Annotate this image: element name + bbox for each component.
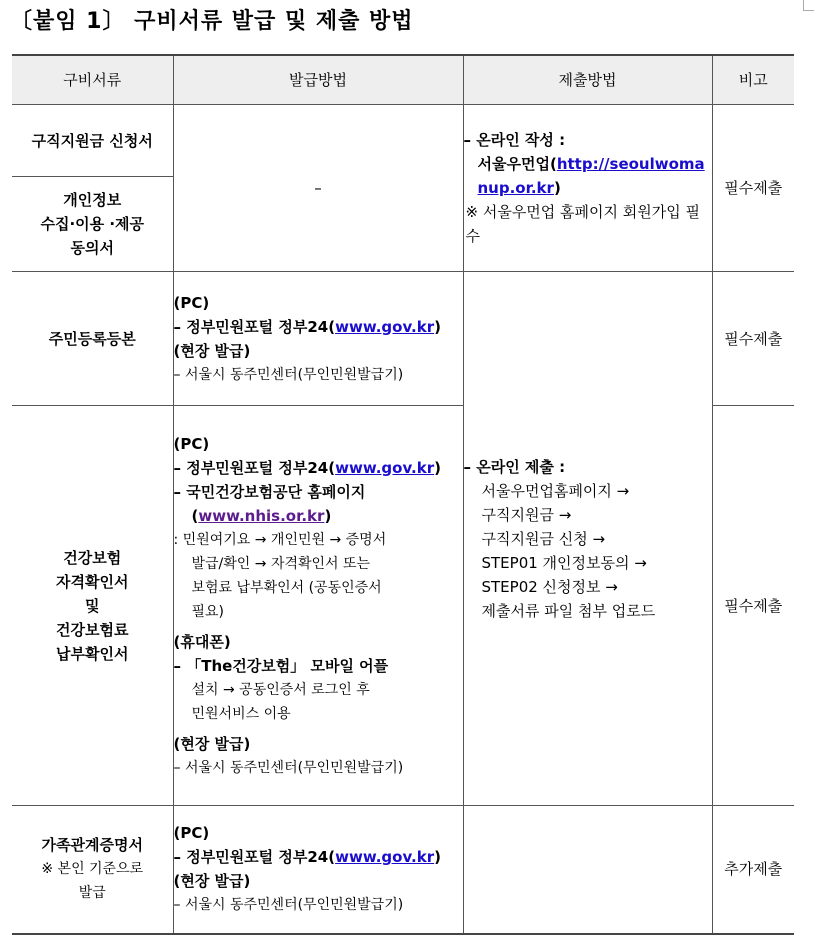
onsite-item: – 서울시 동주민센터(무인민원발급기)	[173, 897, 404, 914]
doc-line: 개인정보	[63, 191, 122, 209]
nhis-line	[174, 504, 463, 528]
link-close-paren: )	[434, 458, 441, 477]
link-close-paren: )	[324, 506, 332, 525]
gov24-line	[174, 315, 463, 339]
pc-label: (PC)	[173, 824, 210, 843]
gov24-label: – 정부민원포털 정부24(	[173, 458, 336, 477]
onsite-label: (현장 발급)	[173, 872, 251, 891]
membership-note: ※ 서울우먼업 홈페이지 회원가입 필수	[465, 203, 701, 245]
submit-empty-cell	[463, 806, 712, 934]
link-close-paren: )	[434, 317, 441, 336]
submit-online-write-head: – 온라인 작성 :	[463, 131, 566, 149]
submit-step: STEP02 신청정보 →	[481, 577, 618, 596]
nhis-label: – 국민건강보험공단 홈페이지	[173, 482, 366, 501]
gov24-line	[174, 845, 463, 869]
seoulwomanup-label: 서울우먼업(	[477, 155, 557, 173]
doc-note-line: 발급	[78, 885, 106, 902]
header-note: 비고	[712, 55, 794, 105]
mobile-app-line: 설치 → 공동인증서 로그인 후	[191, 681, 370, 698]
nhis-path-line: : 민원여기요 → 개인민원 → 증명서	[173, 531, 387, 548]
gov24-label: – 정부민원포털 정부24(	[173, 848, 336, 867]
doc-health-insurance	[12, 406, 173, 806]
submit-step: 서울우먼업홈페이지 →	[481, 481, 630, 500]
mobile-label: (휴대폰)	[173, 632, 231, 651]
page-corner-mark	[803, 0, 814, 11]
submit-step: STEP01 개인정보동의 →	[481, 553, 647, 572]
header-submit-method: 제출방법	[463, 55, 712, 105]
issue-family-relation	[173, 806, 463, 934]
doc-line: 건강보험료	[56, 620, 129, 639]
issue-resident-registration	[173, 272, 463, 406]
gov24-link[interactable]: www.gov.kr	[335, 848, 435, 867]
link-close-paren: )	[553, 179, 561, 197]
submit-step: 제출서류 파일 첨부 업로드	[481, 601, 656, 620]
table-header-row	[12, 55, 794, 105]
doc-application-form: 구직지원금 신청서	[12, 105, 173, 177]
doc-line: 납부확인서	[56, 644, 129, 663]
note-required-3: 필수제출	[712, 406, 794, 806]
seoulwomanup-link[interactable]: http://seoulwomanup.or.kr	[477, 155, 705, 197]
table-row	[12, 272, 794, 406]
doc-line: 동의서	[70, 239, 114, 257]
nhis-link[interactable]: www.nhis.or.kr	[198, 506, 325, 525]
doc-family-relation	[12, 806, 173, 934]
onsite-item: – 서울시 동주민센터(무인민원발급기)	[173, 759, 404, 776]
note-required-2: 필수제출	[712, 272, 794, 406]
onsite-label: (현장 발급)	[173, 734, 251, 753]
gov24-label: – 정부민원포털 정부24(	[173, 317, 336, 336]
doc-note-line: ※ 본인 기준으로	[41, 861, 144, 878]
seoulwomanup-link-line	[464, 152, 712, 200]
nhis-path-line: 보험료 납부확인서 (공동인증서	[191, 579, 382, 596]
pc-label: (PC)	[173, 434, 210, 453]
doc-line: 건강보험	[63, 548, 122, 567]
doc-line: 자격확인서	[56, 572, 129, 591]
documents-table	[12, 54, 794, 935]
onsite-label: (현장 발급)	[173, 341, 251, 360]
nhis-path-line: 필요)	[191, 603, 225, 620]
doc-line: 수집·이용 ·제공	[40, 215, 145, 233]
pc-label: (PC)	[173, 293, 210, 312]
link-close-paren: )	[434, 848, 441, 867]
header-documents: 구비서류	[12, 55, 173, 105]
submit-step: 구직지원금 신청 →	[481, 529, 606, 548]
doc-privacy-consent	[12, 177, 173, 272]
page-title: 〔붙임 1〕 구비서류 발급 및 제출 방법	[10, 9, 414, 34]
table-row	[12, 105, 794, 177]
header-issue-method: 발급방법	[173, 55, 463, 105]
onsite-item: – 서울시 동주민센터(무인민원발급기)	[173, 366, 404, 383]
link-open-paren: (	[191, 506, 199, 525]
doc-line: 및	[85, 596, 100, 615]
mobile-app-line: 민원서비스 이용	[191, 705, 291, 722]
note-required-1: 필수제출	[712, 105, 794, 272]
doc-line: 가족관계증명서	[41, 836, 143, 855]
submit-online-write	[463, 105, 712, 272]
mobile-app-item: – 「The건강보험」 모바일 어플	[173, 656, 389, 675]
nhis-path-line: 발급/확인 → 자격확인서 또는	[191, 555, 371, 572]
table-row	[12, 806, 794, 934]
gov24-link[interactable]: www.gov.kr	[335, 317, 435, 336]
gov24-link[interactable]: www.gov.kr	[335, 458, 435, 477]
doc-resident-registration: 주민등록등본	[12, 272, 173, 406]
submit-online-head: – 온라인 제출 :	[463, 457, 566, 476]
issue-health-insurance	[173, 406, 463, 806]
note-additional: 추가제출	[712, 806, 794, 934]
issue-none: –	[173, 105, 463, 272]
gov24-line	[174, 456, 463, 480]
submit-step: 구직지원금 →	[481, 505, 572, 524]
submit-online-upload	[463, 272, 712, 806]
